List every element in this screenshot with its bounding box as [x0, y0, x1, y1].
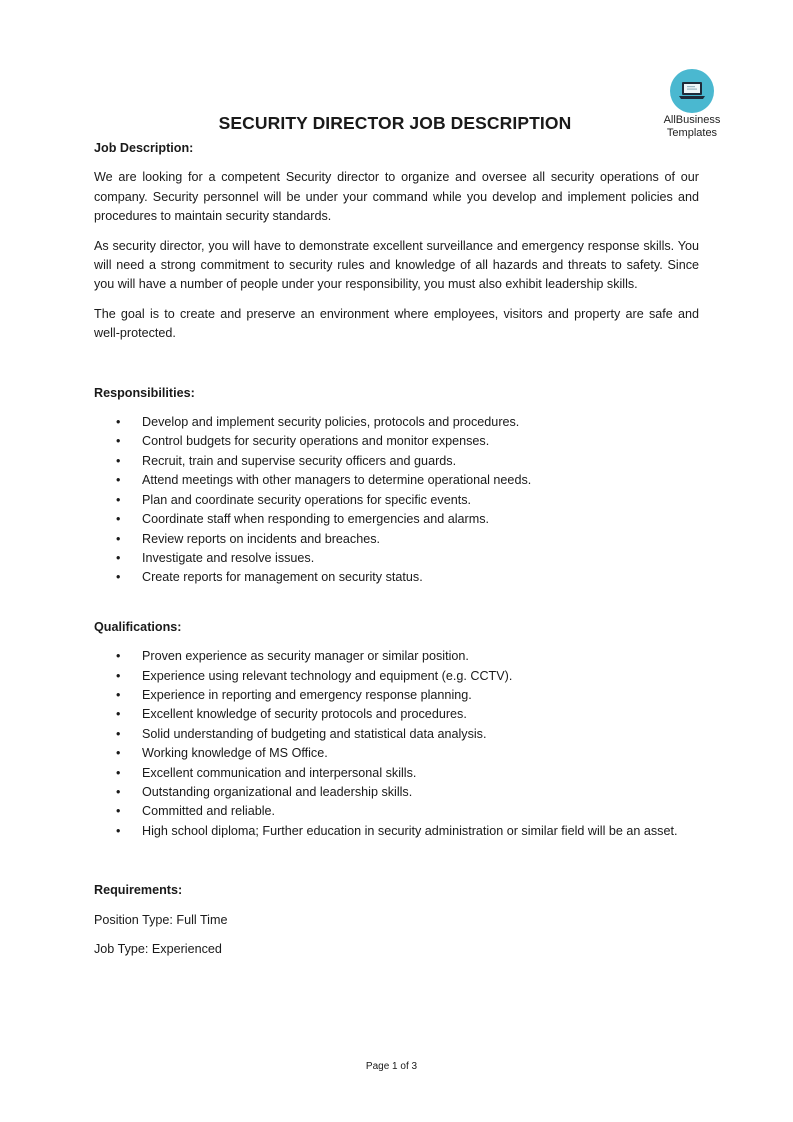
bullet-icon: • — [116, 746, 121, 761]
logo-text-line2: Templates — [666, 127, 718, 139]
list-item: • High school diploma; Further education in security administration or similar field will be an asset. — [94, 822, 699, 841]
requirements-heading: Requirements: — [94, 883, 183, 898]
bullet-icon: • — [116, 434, 121, 449]
bullet-icon: • — [116, 823, 121, 838]
list-item: • Solid understanding of budgeting and statistical data analysis. — [94, 725, 699, 744]
list-item: • Excellent knowledge of security protocols and procedures. — [94, 705, 699, 724]
bullet-icon: • — [116, 453, 121, 468]
bullet-icon: • — [116, 707, 121, 722]
job-description-paragraph-2: As security director, you will have to demonstrate excellent surveillance and emergency response skills. You will need a strong commitment to security rules and knowledge of all hazards and threats to safety. Since you will have a number of people under your responsibility, you must also exhibit leadership skills. — [94, 238, 699, 292]
list-item: • Excellent communication and interpersonal skills. — [94, 764, 699, 783]
document-title: SECURITY DIRECTOR JOB DESCRIPTION — [218, 113, 572, 133]
bullet-icon: • — [116, 804, 121, 819]
bullet-icon: • — [116, 531, 121, 546]
bullet-icon: • — [116, 668, 121, 683]
list-item: • Working knowledge of MS Office. — [94, 744, 699, 763]
list-item: • Review reports on incidents and breaches. — [94, 530, 699, 549]
bullet-icon: • — [116, 473, 121, 488]
responsibilities-list — [94, 413, 699, 588]
list-item: • Control budgets for security operations and monitor expenses. — [94, 432, 699, 451]
bullet-icon: • — [116, 765, 121, 780]
list-item: • Proven experience as security manager or similar position. — [94, 647, 699, 666]
logo-text-line1: AllBusiness — [663, 114, 721, 126]
list-item: • Attend meetings with other managers to determine operational needs. — [94, 471, 699, 490]
list-item: • Outstanding organizational and leadership skills. — [94, 783, 699, 802]
list-item: • Experience in reporting and emergency response planning. — [94, 686, 699, 705]
bullet-icon: • — [116, 726, 121, 741]
list-item: • Coordinate staff when responding to emergencies and alarms. — [94, 510, 699, 529]
laptop-icon — [670, 69, 714, 113]
list-item: • Investigate and resolve issues. — [94, 549, 699, 568]
list-item: • Recruit, train and supervise security officers and guards. — [94, 452, 699, 471]
bullet-icon: • — [116, 784, 121, 799]
list-item: • Develop and implement security policies, protocols and procedures. — [94, 413, 699, 432]
responsibilities-heading: Responsibilities: — [94, 385, 195, 400]
list-item: • Create reports for management on security status. — [94, 568, 699, 587]
qualifications-heading: Qualifications: — [94, 619, 182, 634]
bullet-icon: • — [116, 512, 121, 527]
list-item: • Plan and coordinate security operations for specific events. — [94, 491, 699, 510]
document-body — [94, 139, 699, 959]
list-item: • Experience using relevant technology and equipment (e.g. CCTV). — [94, 667, 699, 686]
job-type: Job Type: Experienced — [94, 942, 222, 956]
page-number: Page 1 of 3 — [365, 1061, 418, 1072]
job-description-heading: Job Description: — [94, 141, 194, 155]
bullet-icon: • — [116, 649, 121, 664]
bullet-icon: • — [116, 550, 121, 565]
bullet-icon: • — [116, 492, 121, 507]
bullet-icon: • — [116, 570, 121, 585]
list-item: • Committed and reliable. — [94, 802, 699, 821]
qualifications-list — [94, 647, 699, 841]
bullet-icon: • — [116, 687, 121, 702]
position-type: Position Type: Full Time — [94, 912, 228, 927]
job-description-paragraph-3: The goal is to create and preserve an environment where employees, visitors and property are safe and well-protected. — [94, 306, 699, 341]
job-description-paragraph-1: We are looking for a competent Security director to organize and oversee all security operations of our company. Security personnel will be under your command while you develop and implement policies and procedures to maintain security standards. — [94, 170, 699, 224]
bullet-icon: • — [116, 415, 121, 430]
